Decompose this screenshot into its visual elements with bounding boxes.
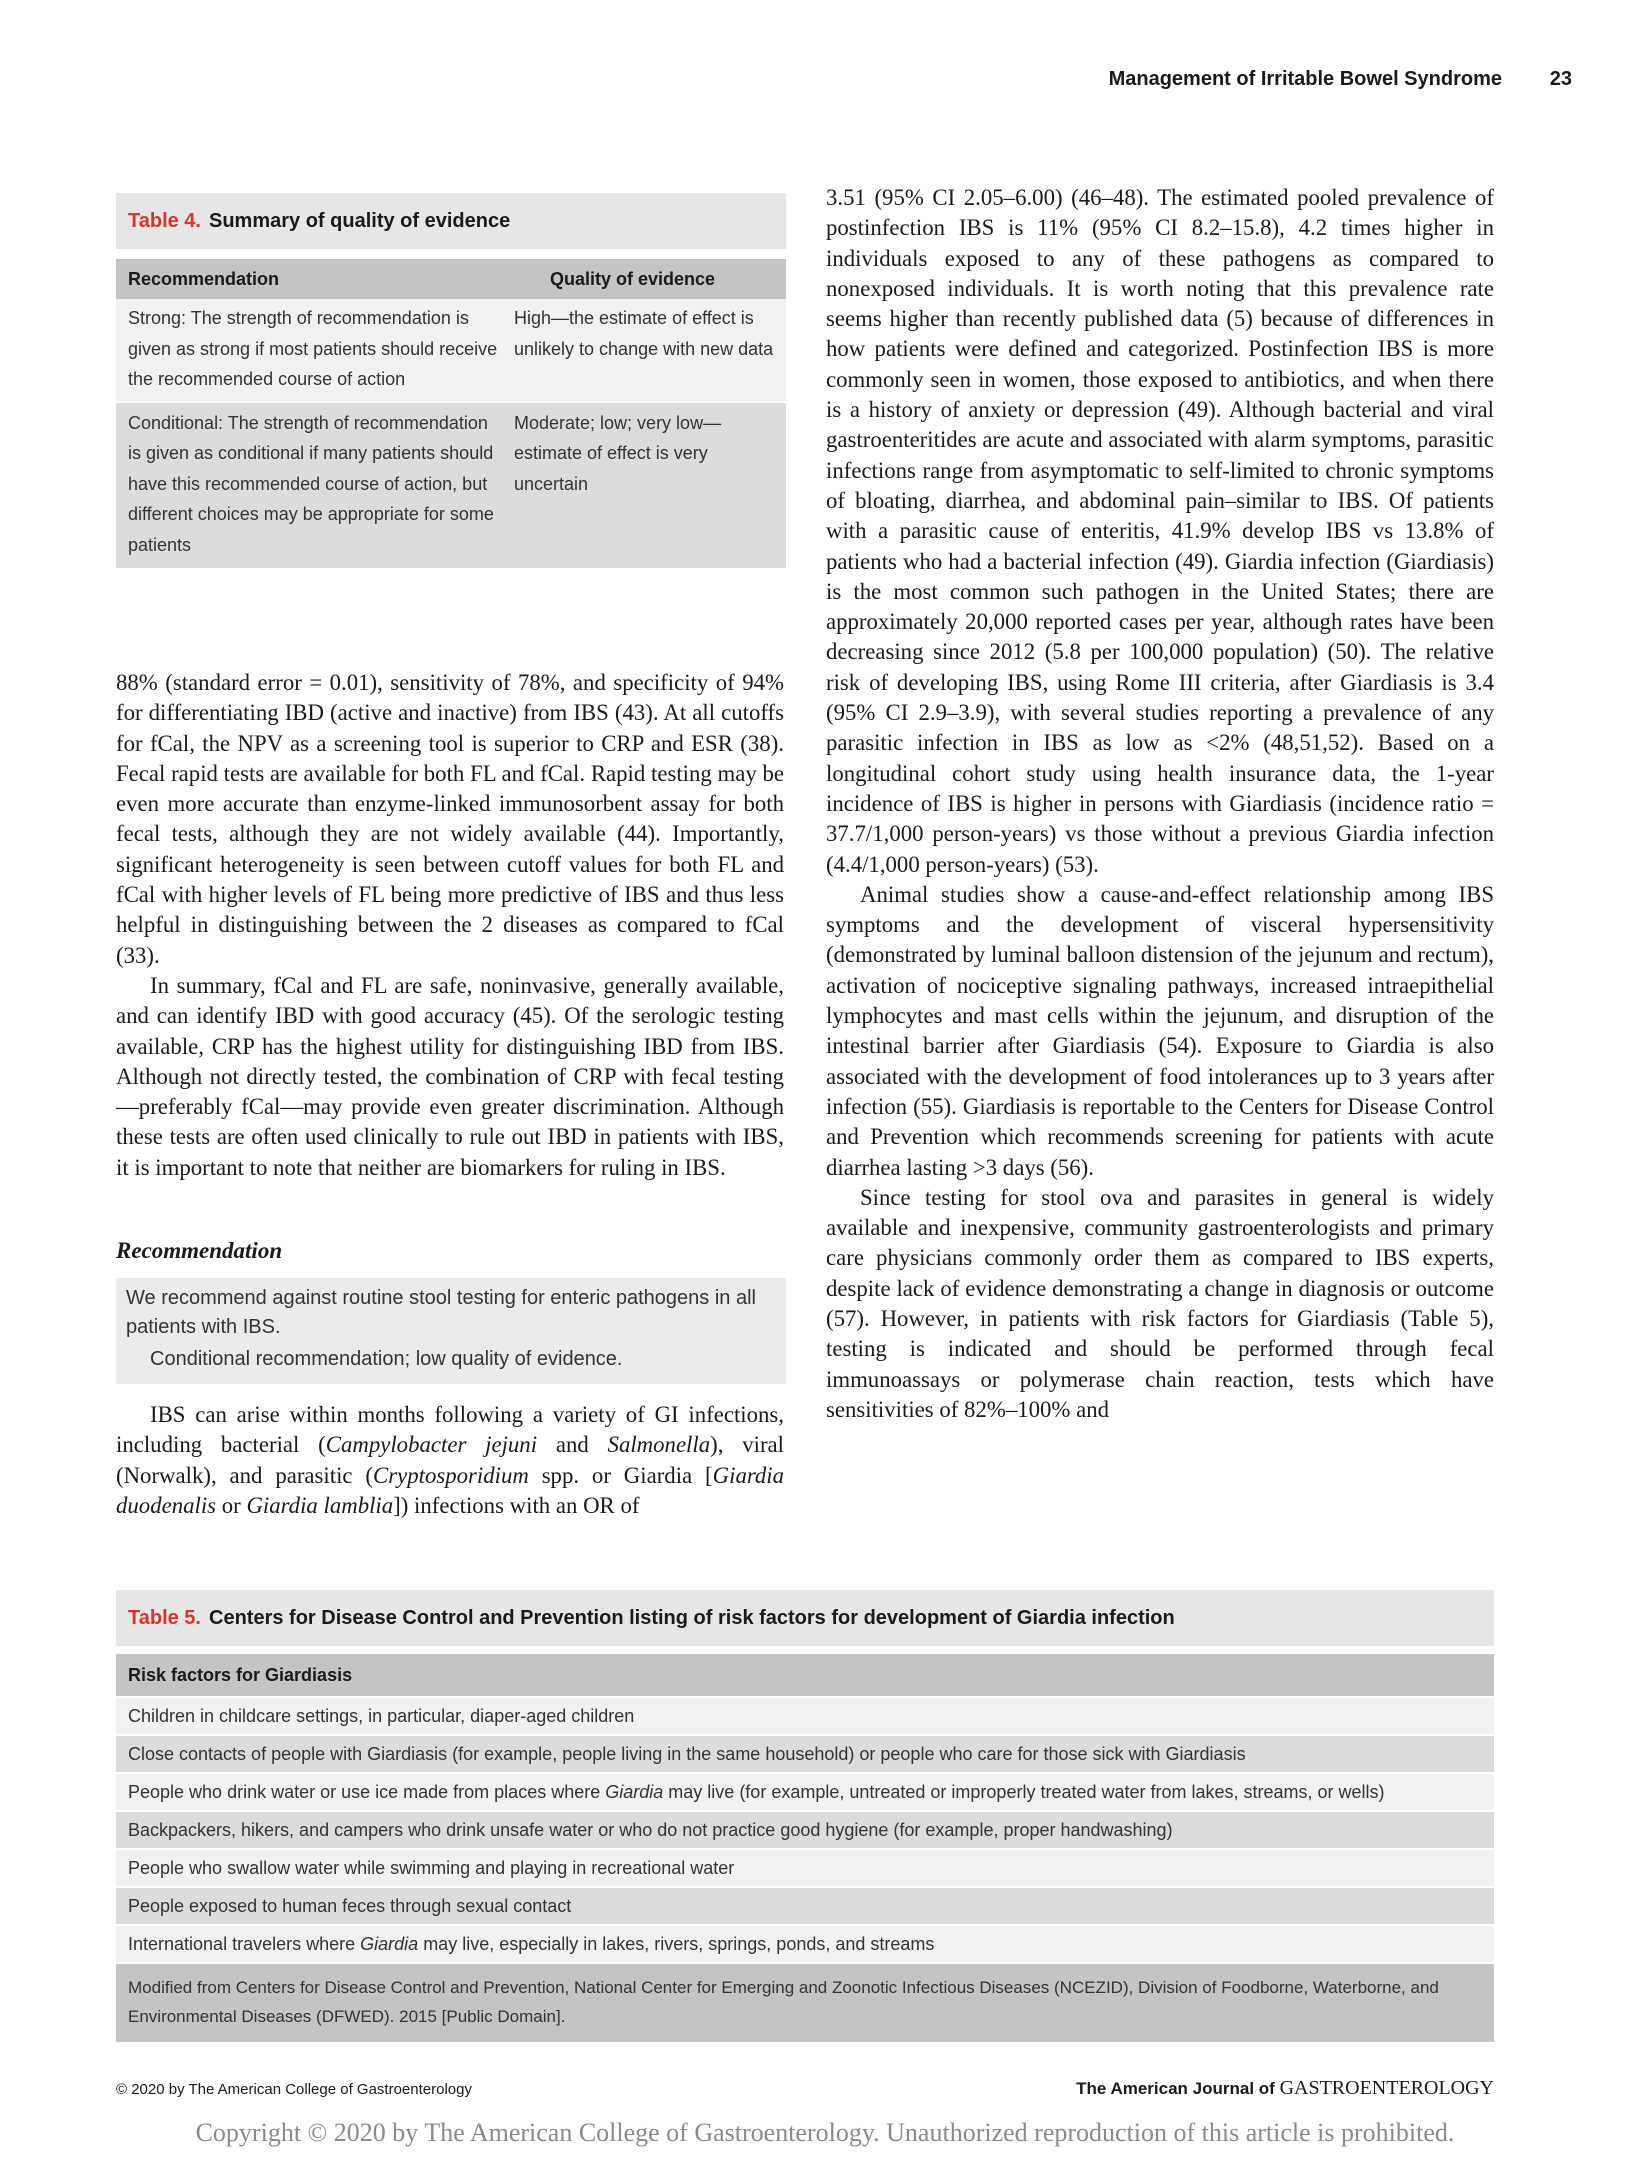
paragraph: In summary, fCal and FL are safe, noninvasive, generally available, and can identify IBD with good accuracy (45). Of the serologic testing available, CRP has the highest utility for distinguishing IBD from IBS. Although not directly tested, the combination of CRP with fecal testing—preferably fCal—may provide even greater discrimination. Although these tests are often used clinically to rule out IBD in patients with IBS, it is important to note that neither are biomarkers for ruling in IBS. bbox=[116, 972, 784, 1180]
paragraph: Animal studies show a cause-and-effect relationship among IBS symptoms and the development of visceral hypersensitivity (demonstrated by luminal balloon distension of the jejunum and rectum), activation of nociceptive signaling pathways, increased intraepithelial lymphocytes and mast cells within the jejunum, and disruption of the intestinal barrier after Giardiasis (54). Exposure to Giardia is also associated with the development of food intolerances up to 3 years after infection (55). Giardiasis is reportable to the Centers for Disease Control and Prevention which recommends screening for patients with acute diarrhea lasting >3 days (56). bbox=[826, 881, 1494, 1180]
left-column-text bbox=[116, 668, 784, 1183]
left-column-text-continued bbox=[116, 1400, 784, 1521]
table-4 bbox=[116, 193, 786, 568]
paragraph: 3.51 (95% CI 2.05–6.00) (46–48). The estimated pooled prevalence of postinfection IBS is 11% (95% CI 8.2–15.8), 4.2 times higher in individuals exposed to any of these pathogens as compared to nonexposed individuals. It is worth noting that this prevalence rate seems higher than recently published data (5) because of differences in how patients were defined and categorized. Postinfection IBS is more commonly seen in women, those exposed to antibiotics, and when there is a history of anxiety or depression (49). Although bacterial and viral gastroenteritides are acute and associated with alarm symptoms, parasitic infections range from asymptomatic to self-limited to chronic symptoms of bloating, diarrhea, and abdominal pain–similar to IBS. Of patients with a parasitic cause of enteritis, 41.9% develop IBS vs 13.8% of patients who had a bacterial infection (49). Giardia infection (Giardiasis) is the most common such pathogen in the United States; there are approximately 20,000 reported cases per year, although rates have been decreasing since 2012 (5.8 per 100,000 population) (50). The relative risk of developing IBS, using Rome III criteria, after Giardiasis is 3.4 (95% CI 2.9–3.9), with several studies reporting a prevalence of any parasitic infection in IBS as low as <2% (48,51,52). Based on a longitudinal cohort study using health insurance data, the 1-year incidence of IBS is higher in persons with Giardiasis (incidence ratio = 37.7/1,000 person-years) vs those without a previous Giardia infection (4.4/1,000 person-years) (53). bbox=[826, 185, 1494, 877]
recommendation-heading: Recommendation bbox=[116, 1238, 283, 1263]
table-row: Children in childcare settings, in particular, diaper-aged children bbox=[116, 1696, 1494, 1734]
right-column-text bbox=[826, 183, 1494, 1425]
table-4-caption bbox=[116, 193, 786, 251]
table-row: Backpackers, hikers, and campers who drink unsafe water or who do not practice good hygiene (for example, proper handwashing) bbox=[116, 1810, 1494, 1848]
paragraph: IBS can arise within months following a variety of GI infections, including bacterial (Campylobacter jejuni and Salmonella), viral (Norwalk), and parasitic (Cryptosporidium spp. or Giardia [Giardia duodenalis or Giardia lamblia]) infections with an OR of bbox=[116, 1402, 784, 1518]
running-title: Management of Irritable Bowel Syndrome bbox=[1108, 68, 1502, 90]
paragraph: 88% (standard error = 0.01), sensitivity of 78%, and specificity of 94% for differentiating IBD (active and inactive) from IBS (43). At all cutoffs for fCal, the NPV as a screening tool is superior to CRP and ESR (38). Fecal rapid tests are available for both FL and fCal. Rapid testing may be even more accurate than enzyme-linked immunosorbent assay for both fecal tests, although they are not widely available (44). Importantly, significant heterogeneity is seen between cutoff values for both FL and fCal with higher levels of FL being more predictive of IBS and thus less helpful in distinguishing between the 2 diseases as compared to fCal (33). bbox=[116, 670, 784, 968]
table-row: International travelers where Giardia may live, especially in lakes, rivers, springs, ponds, and streams bbox=[116, 1924, 1494, 1962]
table-5-label: Table 5. bbox=[128, 1606, 201, 1629]
page-number: 23 bbox=[1549, 68, 1572, 90]
table-4-header-quality: Quality of evidence bbox=[550, 268, 716, 289]
copyright-notice: Copyright © 2020 by The American College of Gastroenterology. Unauthorized reproduction of this article is prohibited. bbox=[195, 2118, 1455, 2147]
table-row: People exposed to human feces through sexual contact bbox=[116, 1886, 1494, 1924]
table-row: People who drink water or use ice made from places where Giardia may live (for example, untreated or improperly treated water from lakes, streams, or wells) bbox=[116, 1772, 1494, 1810]
table-cell-recommendation: Strong: The strength of recommendation is given as strong if most patients should receive the recommended course of action bbox=[128, 308, 498, 389]
table-row: Close contacts of people with Giardiasis (for example, people living in the same household) or people who care for those sick with Giardiasis bbox=[116, 1734, 1494, 1772]
table-5-caption bbox=[116, 1590, 1494, 1646]
table-4-header bbox=[116, 259, 786, 299]
recommendation-grade: Conditional recommendation; low quality of evidence. bbox=[150, 1348, 623, 1370]
table-4-title: Summary of quality of evidence bbox=[209, 209, 511, 232]
table-5-header: Risk factors for Giardiasis bbox=[116, 1654, 1494, 1696]
paragraph: Since testing for stool ova and parasites in general is widely available and inexpensive, community gastroenterologists and primary care physicians commonly order them as compared to IBS experts, despite lack of evidence demonstrating a change in diagnosis or outcome (57). However, in patients with risk factors for Giardiasis (Table 5), testing is indicated and should be performed through fecal immunoassays or polymerase chain reaction, tests which have sensitivities of 82%–100% and bbox=[826, 1184, 1494, 1422]
recommendation-box bbox=[116, 1278, 786, 1384]
table-5-footnote: Modified from Centers for Disease Control and Prevention, National Center for Emerging and Zoonotic Infectious Diseases (NCEZID), Division of Foodborne, Waterborne, and Environmental Diseases (DFWED). 2015 [Public Domain]. bbox=[116, 1962, 1494, 2042]
recommendation-text: We recommend against routine stool testing for enteric pathogens in all patients with IBS. bbox=[126, 1287, 756, 1338]
table-row bbox=[116, 299, 786, 401]
footer-copyright-line: © 2020 by The American College of Gastroenterology bbox=[116, 2081, 472, 2098]
footer-journal-name: The American Journal of GASTROENTEROLOGY bbox=[1076, 2077, 1494, 2099]
table-4-header-recommendation: Recommendation bbox=[128, 268, 280, 289]
table-4-label: Table 4. bbox=[128, 209, 201, 232]
table-cell-quality: High—the estimate of effect is unlikely to change with new data bbox=[514, 308, 774, 359]
table-cell-recommendation: Conditional: The strength of recommendation is given as conditional if many patients should have this recommended course of action, but different choices may be appropriate for some patients bbox=[128, 412, 494, 555]
table-row: People who swallow water while swimming and playing in recreational water bbox=[116, 1848, 1494, 1886]
table-5-title: Centers for Disease Control and Prevention listing of risk factors for development of Giardia infection bbox=[209, 1606, 1175, 1629]
table-5 bbox=[116, 1590, 1494, 2042]
table-row bbox=[116, 401, 786, 569]
table-cell-quality: Moderate; low; very low—estimate of effect is very uncertain bbox=[514, 412, 722, 494]
